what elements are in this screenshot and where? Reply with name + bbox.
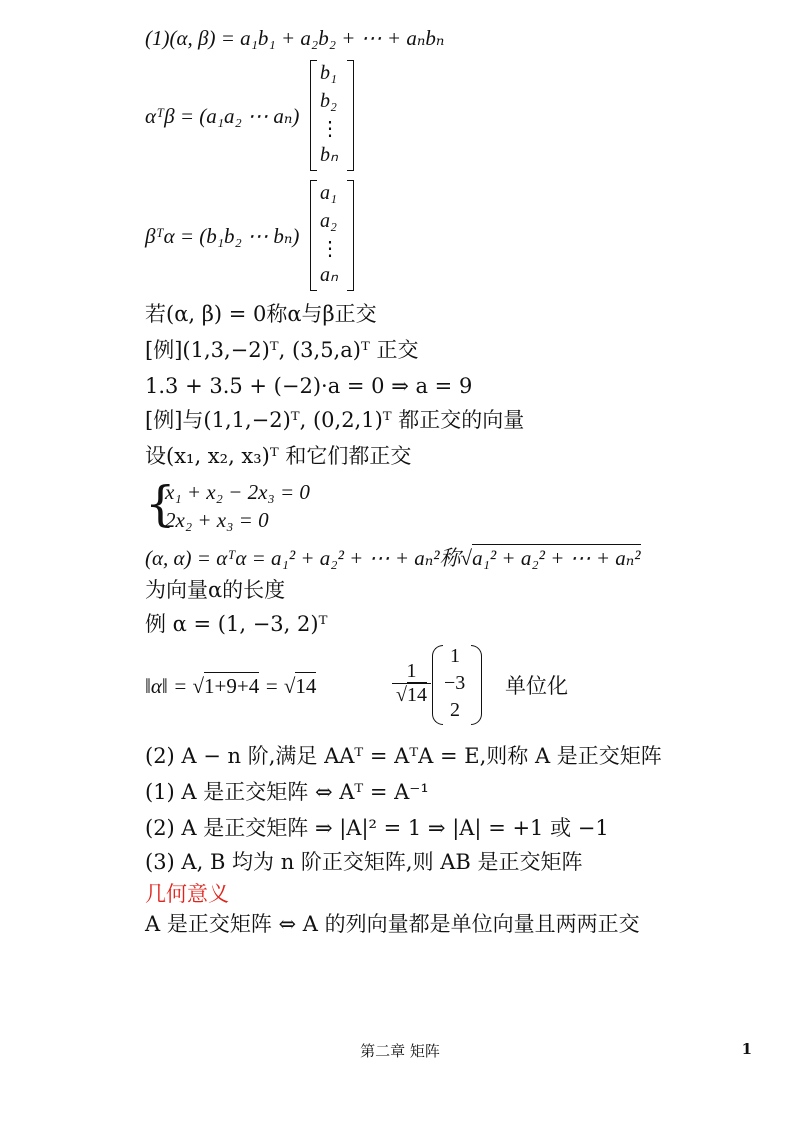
column-vector-b [310,60,354,172]
right-bracket [347,180,354,291]
orthogonal-definition: 若(α, β) = 0称α与β正交 [145,302,377,326]
vector-entry: −3 [444,672,466,694]
matrix-entry: bₙ [320,144,338,166]
norm-result: 14 [295,674,317,698]
length-label: 为向量α的长度 [145,578,286,602]
matrix-entry: ⋮ [320,118,340,140]
example-2-statement: [例]与(1,1,−2)ᵀ, (0,2,1)ᵀ 都正交的向量 [145,408,525,432]
example-3-statement: 例 α = (1, −3, 2)ᵀ [145,612,328,636]
example-2-assumption: 设(x₁, x₂, x₃)ᵀ 和它们都正交 [145,444,412,468]
norm-equals: = √ [259,674,296,698]
example-1-solution: 1.3 + 3.5 + (−2)·a = 0 ⇒ a = 9 [145,374,473,398]
matrix-entry: ⋮ [320,238,340,260]
self-inner-product: (α, α) = αᵀα = a₁² + a₂² + ⋯ + aₙ²称 [145,546,461,570]
matrix-entry: aₙ [320,264,338,286]
beta-t-alpha-expression: βᵀα = (b₁b₂ ⋯ bₙ) [145,224,300,248]
column-vector-a [310,180,354,292]
property-3: (3) A, B 均为 n 阶正交矩阵,则 AB 是正交矩阵 [145,850,583,874]
left-paren [432,645,443,725]
footer-chapter: 第二章 矩阵 [360,1042,440,1060]
equation-1: x₁ + x₂ − 2x₃ = 0 [165,480,310,504]
norm-computation [145,672,316,700]
unit-column-vector [432,645,482,727]
system-brace: { [145,476,176,532]
matrix-entry: b₂ [320,90,337,112]
normalize-label: 单位化 [505,674,568,698]
matrix-entry: b₁ [320,62,337,84]
alpha-t-beta-expression: αᵀβ = (a₁a₂ ⋯ aₙ) [145,104,300,128]
fraction-denominator: √14 [396,684,427,706]
example-1-statement: [例](1,3,−2)ᵀ, (3,5,a)ᵀ 正交 [145,338,419,362]
geometric-meaning-statement: A 是正交矩阵 ⇔ A 的列向量都是单位向量且两两正交 [145,912,640,936]
matrix-entry: a₂ [320,210,337,232]
fraction-numerator: 1 [392,660,431,684]
matrix-entry: a₁ [320,182,337,204]
unit-fraction [392,660,431,707]
vector-entry: 1 [450,645,460,667]
page-number: 1 [741,1040,752,1058]
left-bracket [310,180,317,291]
property-1: (1) A 是正交矩阵 ⇔ Aᵀ = A⁻¹ [145,780,429,804]
sqrt-sign: √ [460,546,473,570]
vector-entry: 2 [450,699,460,721]
inner-product-definition: (1)(α, β) = a₁b₁ + a₂b₂ + ⋯ + aₙbₙ [145,26,445,50]
left-bracket [310,60,317,171]
norm-lhs: ‖α‖ = √ [145,674,205,698]
property-2: (2) A 是正交矩阵 ⇒ |A|² = 1 ⇒ |A| = +1 或 −1 [145,816,609,840]
geometric-meaning-heading: 几何意义 [145,882,229,906]
right-bracket [347,60,354,171]
equation-2: 2x₂ + x₃ = 0 [165,508,269,532]
sqrt-radicand: a₁² + a₂² + ⋯ + aₙ² [472,546,641,570]
vector-length-definition [145,544,641,572]
norm-radicand: 1+9+4 [204,674,260,698]
orthogonal-matrix-definition: (2) A − n 阶,满足 AAᵀ = AᵀA = E,则称 A 是正交矩阵 [145,744,662,768]
right-paren [471,645,482,725]
